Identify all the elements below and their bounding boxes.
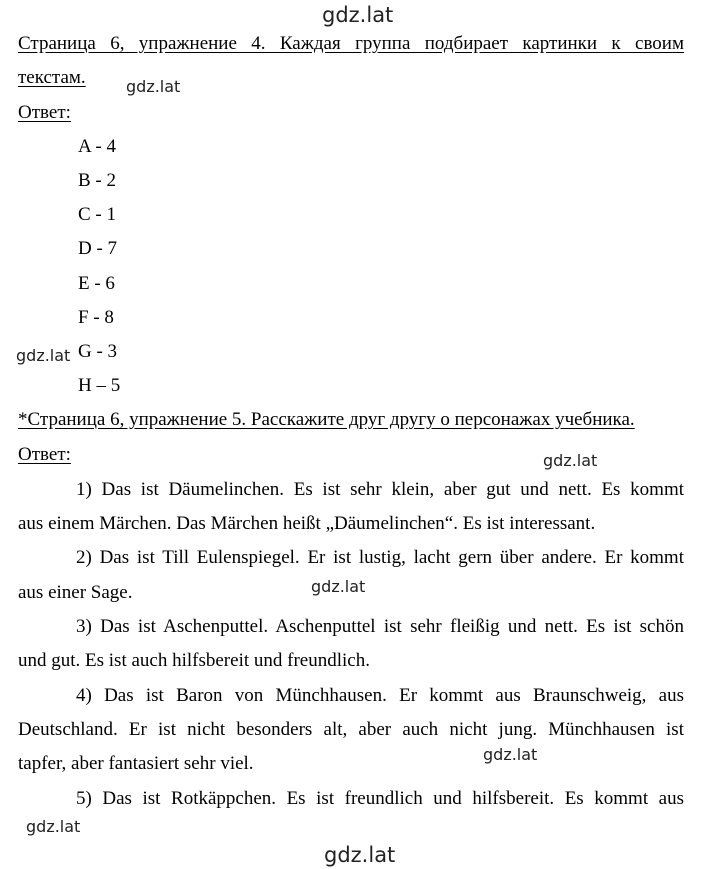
answer-item: E - 6 [78,273,115,294]
watermark-bottom: gdz.lat [324,843,396,867]
watermark: gdz.lat [16,346,71,365]
answer-item: F - 8 [78,307,114,328]
paragraph-3-line2: und gut. Es ist auch hilfsbereit und freundlich. [18,650,370,671]
watermark: gdz.lat [483,745,538,764]
watermark: gdz.lat [26,817,81,836]
paragraph-2-line1: 2) Das ist Till Eulenspiegel. Er ist lustig, lacht gern über andere. Er kommt [76,547,684,568]
watermark: gdz.lat [311,577,366,596]
watermark: gdz.lat [126,77,181,96]
exercise-4-title-line2: текстам. [18,67,86,88]
exercise-5-title: *Страница 6, упражнение 5. Расскажите друг другу о персонажах учебника. [18,409,635,430]
paragraph-5-line1: 5) Das ist Rotkäppchen. Es ist freundlich und hilfsbereit. Es kommt aus [76,788,684,809]
exercise-4-title-line1: Страница 6, упражнение 4. Каждая группа подбирает картинки к своим [18,33,684,54]
paragraph-3-line1: 3) Das ist Aschenputtel. Aschenputtel ist sehr fleißig und nett. Es ist schön [76,616,684,637]
exercise-4-answer-label: Ответ: [18,102,71,123]
watermark-top: gdz.lat [322,3,394,27]
exercise-5-answer-label: Ответ: [18,444,71,465]
paragraph-1-line1: 1) Das ist Däumelinchen. Es ist sehr klein, aber gut und nett. Es kommt [76,479,684,500]
answer-item: H – 5 [78,375,121,396]
watermark: gdz.lat [543,451,598,470]
answer-item: B - 2 [78,170,116,191]
answer-item: D - 7 [78,238,118,259]
paragraph-1-line2: aus einem Märchen. Das Märchen heißt „Däumelinchen“. Es ist interessant. [18,513,596,534]
paragraph-4-line2: Deutschland. Er ist nicht besonders alt, aber auch nicht jung. Münchhausen ist [18,719,684,740]
paragraph-2-line2: aus einer Sage. [18,582,133,603]
paragraph-4-line3: tapfer, aber fantasiert sehr viel. [18,753,254,774]
answer-item: A - 4 [78,136,116,157]
paragraph-4-line1: 4) Das ist Baron von Münchhausen. Er kommt aus Braunschweig, aus [76,685,684,706]
answer-item: G - 3 [78,341,118,362]
answer-item: C - 1 [78,204,116,225]
